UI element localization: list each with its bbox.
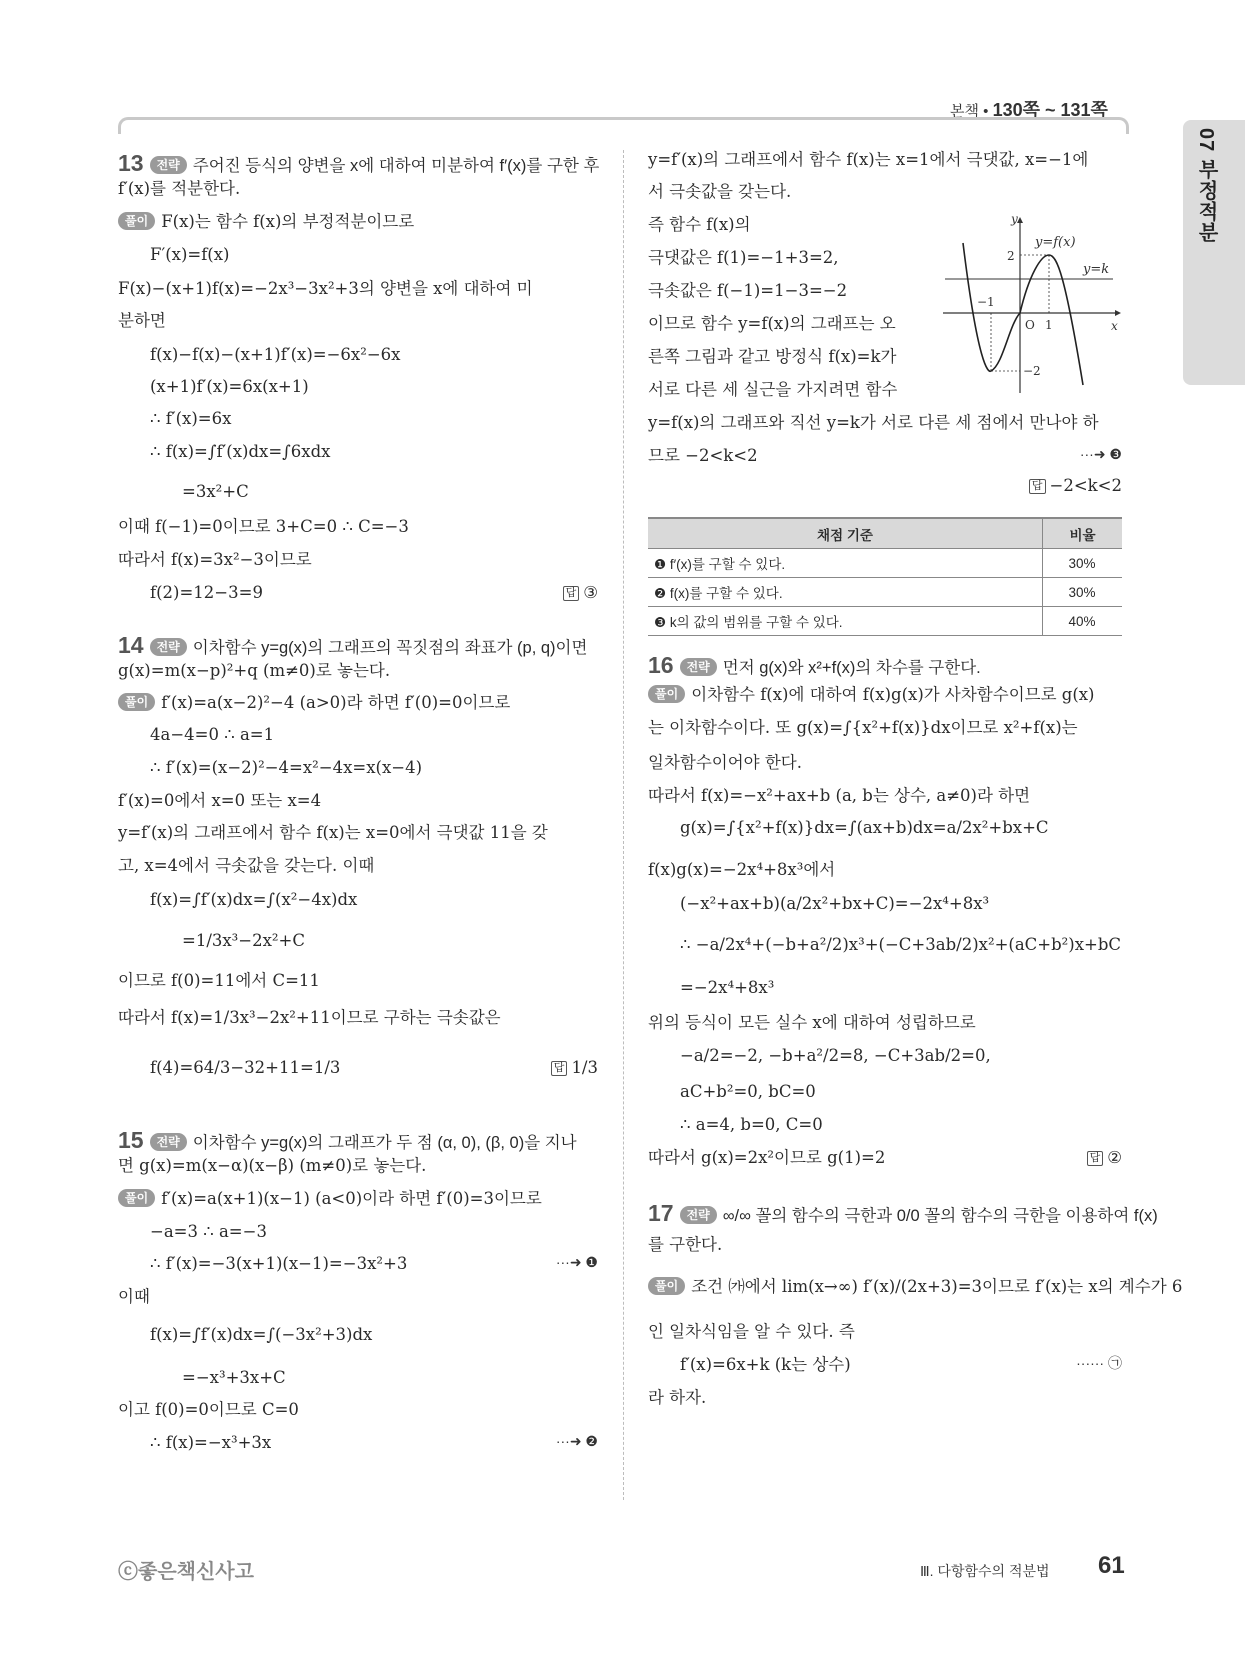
solution-badge: 풀이	[118, 693, 155, 711]
problem-number: 16	[648, 652, 674, 678]
answer-line	[648, 476, 1122, 496]
line-text: 일차함수이어야 한다.	[648, 753, 802, 772]
line-text: 이고 f(0)=0이므로 C=0	[118, 1400, 299, 1419]
problem-title	[118, 150, 598, 178]
line-text: ∴ −a/2x⁴+(−b+a²/2)x³+(−C+3ab/2)x²+(aC+b²)x+bC	[680, 935, 1122, 954]
line-text: f′(x)를 적분한다.	[118, 179, 241, 198]
answer-mark	[563, 583, 598, 603]
line-text: y=f′(x)의 그래프에서 함수 f(x)는 x=0에서 극댓값 11을 갖	[118, 823, 548, 842]
text-line	[118, 823, 598, 843]
line-text: (−x²+ax+b)(a/2x²+bx+C)=−2x⁴+8x³	[680, 894, 990, 913]
text-line	[680, 894, 1122, 914]
table-row	[648, 607, 1122, 636]
line-text: −a=3 ∴ a=−3	[150, 1222, 267, 1241]
y-tick-neg2: −2	[1023, 364, 1041, 378]
strategy-badge: 전략	[150, 638, 187, 656]
text-line	[150, 345, 598, 365]
text-line	[680, 1115, 1122, 1135]
ratio-cell: 30%	[1043, 549, 1123, 578]
criterion-cell: ❸ k의 값의 범위를 구할 수 있다.	[648, 607, 1043, 636]
problem-title	[118, 632, 598, 660]
x-axis-arrow	[1115, 310, 1121, 316]
line-text: (x+1)f′(x)=6x(x+1)	[150, 377, 309, 396]
answer-value: ③	[583, 583, 598, 602]
text-line	[118, 856, 598, 876]
answer-icon: 답	[1029, 479, 1046, 494]
table-row	[648, 549, 1122, 578]
solution-badge: 풀이	[648, 685, 685, 703]
text-line	[150, 245, 598, 265]
text-line	[680, 818, 1122, 838]
line-text: 분하면	[118, 311, 166, 330]
line-text: =−x³+3x+C	[182, 1368, 286, 1387]
text-line	[118, 971, 598, 991]
page-number: 61	[1098, 1552, 1125, 1579]
line-text: =1/3x³−2x²+C	[182, 931, 305, 950]
text-line	[680, 1355, 1122, 1375]
problem-number: 13	[118, 150, 144, 176]
problem-number: 15	[118, 1127, 144, 1153]
line-text: ∴ f′(x)=(x−2)²−4=x²−4x=x(x−4)	[150, 758, 423, 777]
strategy-badge: 전략	[150, 1133, 187, 1151]
solution-badge: 풀이	[118, 212, 155, 230]
line-text: 따라서 g(x)=2x²이므로 g(1)=2	[648, 1148, 886, 1167]
line-text: 주어진 등식의 양변을 x에 대하여 미분하여 f′(x)를 구한 후	[192, 157, 600, 175]
solution-badge: 풀이	[648, 1277, 685, 1295]
publisher-logo: ⓒ좋은책신사고	[118, 1561, 254, 1583]
text-line	[150, 758, 598, 778]
line-text: f′(x)=a(x+1)(x−1) (a<0)이라 하면 f′(0)=3이므로	[161, 1189, 542, 1208]
step-marker: ···➜ ❶	[555, 1254, 598, 1270]
solution-badge: 풀이	[118, 1189, 155, 1207]
line-text: f(2)=12−3=9	[150, 583, 263, 602]
line-label: y=k	[1083, 262, 1110, 277]
line-text: f(4)=64/3−32+11=1/3	[150, 1058, 341, 1077]
text-line	[680, 1046, 1122, 1066]
line-text: 인 일차식임을 알 수 있다. 즉	[648, 1322, 855, 1341]
ratio-cell: 40%	[1043, 607, 1123, 636]
line-text: 이차함수 y=g(x)의 그래프가 두 점 (α, 0), (β, 0)을 지나	[192, 1134, 577, 1152]
line-text: 극솟값은 f(−1)=1−3=−2	[648, 281, 848, 300]
table-row	[648, 578, 1122, 607]
answer-mark	[1087, 1148, 1122, 1168]
text-line	[118, 1287, 598, 1307]
text-line	[648, 413, 1122, 433]
strategy-badge: 전략	[680, 1206, 717, 1224]
line-text: g(x)=m(x−p)²+q (m≠0)로 놓는다.	[118, 661, 391, 680]
line-text: f(x)g(x)=−2x⁴+8x³에서	[648, 860, 836, 879]
solution-line	[648, 685, 1122, 705]
scoring-header-ratio: 비율	[1043, 518, 1123, 549]
line-text: −a/2=−2, −b+a²/2=8, −C+3ab/2=0,	[680, 1046, 991, 1065]
x-axis-label: x	[1111, 319, 1118, 333]
line-text: =3x²+C	[182, 482, 249, 501]
step-marker: ···➜ ❸	[1079, 446, 1122, 462]
line-text: F(x)−(x+1)f(x)=−2x³−3x²+3의 양변을 x에 대하여 미	[118, 279, 533, 298]
problem-title	[648, 1200, 1158, 1228]
text-line	[150, 1433, 598, 1453]
line-text: aC+b²=0, bC=0	[680, 1082, 816, 1101]
text-line	[150, 1222, 598, 1242]
line-text: 극댓값은 f(1)=−1+3=2,	[648, 248, 839, 267]
line-text: F(x)는 함수 f(x)의 부정적분이므로	[161, 212, 415, 231]
line-text: 이므로 f(0)=11에서 C=11	[118, 971, 320, 990]
line-text: ∞/∞ 꼴의 함수의 극한과 0/0 꼴의 함수의 극한을 이용하여 f(x)	[722, 1207, 1158, 1225]
text-line	[150, 890, 598, 910]
line-text: ∴ f′(x)=−3(x+1)(x−1)=−3x²+3	[150, 1254, 408, 1273]
text-line	[648, 1322, 1122, 1342]
line-text: 서 극솟값을 갖는다.	[648, 182, 792, 201]
solution-line	[648, 1277, 1183, 1297]
curve-label: y=f(x)	[1035, 235, 1076, 250]
text-line	[150, 1058, 598, 1078]
line-text: 조건 ㈎에서 lim(x→∞) f′(x)/(2x+3)=3이므로 f′(x)는 x의 계수가 6	[691, 1277, 1183, 1296]
line-text: f(x)=∫f′(x)dx=∫(x²−4x)dx	[150, 890, 358, 909]
line-text: y=f′(x)의 그래프에서 함수 f(x)는 x=1에서 극댓값, x=−1에	[648, 150, 1089, 169]
line-text: ∴ a=4, b=0, C=0	[680, 1115, 823, 1134]
criterion-cell: ❷ f(x)를 구할 수 있다.	[648, 578, 1043, 607]
footer-section: Ⅲ. 다항함수의 적분법	[920, 1563, 1050, 1579]
criterion-cell: ❶ f′(x)를 구할 수 있다.	[648, 549, 1043, 578]
strategy-badge: 전략	[150, 156, 187, 174]
ratio-cell: 30%	[1043, 578, 1123, 607]
scoring-table	[648, 517, 1122, 636]
scoring-header-criterion: 채점 기준	[648, 518, 1043, 549]
text-line	[118, 279, 598, 299]
text-line	[118, 1400, 598, 1420]
text-line	[118, 550, 598, 570]
text-line	[648, 860, 1122, 880]
step-marker: ···➜ ❷	[555, 1433, 598, 1449]
solution-line	[118, 1189, 598, 1209]
problem-title	[648, 652, 1122, 680]
line-text: 즉 함수 f(x)의	[648, 215, 751, 234]
text-line	[150, 1325, 598, 1345]
text-line	[150, 1254, 598, 1274]
line-text: ∴ f′(x)=6x	[150, 409, 232, 428]
line-text: 먼저 g(x)와 x²+f(x)의 차수를 구한다.	[722, 659, 981, 677]
line-text: f′(x)=0에서 x=0 또는 x=4	[118, 791, 322, 810]
problem-number: 14	[118, 632, 144, 658]
text-line	[680, 978, 1122, 998]
line-text: 면 g(x)=m(x−α)(x−β) (m≠0)로 놓는다.	[118, 1156, 427, 1175]
line-text: 따라서 f(x)=−x²+ax+b (a, b는 상수, a≠0)라 하면	[648, 786, 1031, 805]
x-tick-1: 1	[1045, 318, 1053, 332]
origin-label: O	[1025, 318, 1035, 332]
answer-value: ②	[1107, 1148, 1122, 1167]
solution-line	[118, 693, 598, 713]
line-text: 이때 f(−1)=0이므로 3+C=0 ∴ C=−3	[118, 517, 409, 536]
text-line	[648, 718, 1122, 738]
answer-icon: 답	[563, 586, 580, 601]
y-axis-label: y	[1011, 215, 1018, 226]
y-tick-2: 2	[1007, 249, 1015, 263]
answer-mark	[551, 1058, 598, 1078]
text-line	[150, 409, 598, 429]
line-text: 고, x=4에서 극솟값을 갖는다. 이때	[118, 856, 375, 875]
answer-icon: 답	[551, 1061, 568, 1076]
line-text: ∴ f(x)=−x³+3x	[150, 1433, 272, 1452]
text-line	[680, 935, 1122, 955]
text-line	[150, 583, 598, 603]
text-line	[118, 179, 598, 199]
line-text: −2<k<2	[1049, 476, 1122, 495]
cubic-graph	[943, 215, 1123, 395]
text-line	[648, 446, 1122, 466]
x-tick-neg1: −1	[977, 295, 995, 309]
text-line	[648, 1013, 1122, 1033]
line-text: 는 이차함수이다. 또 g(x)=∫{x²+f(x)}dx이므로 x²+f(x)는	[648, 718, 1078, 737]
line-text: 이때	[118, 1287, 150, 1306]
line-text: 라 하자.	[648, 1388, 707, 1407]
text-line	[648, 182, 1122, 202]
text-line	[118, 1156, 598, 1176]
text-line	[118, 791, 598, 811]
answer-icon: 답	[1087, 1151, 1104, 1166]
text-line	[648, 150, 1122, 170]
line-text: f(x)−f(x)−(x+1)f′(x)=−6x²−6x	[150, 345, 401, 364]
line-text: 서로 다른 세 실근을 가지려면 함수	[648, 380, 898, 399]
text-line	[680, 1082, 1122, 1102]
text-line	[648, 1148, 1122, 1168]
step-marker: ······ ㉠	[1076, 1355, 1122, 1371]
column-divider	[623, 150, 624, 1500]
line-text: 른쪽 그림과 같고 방정식 f(x)=k가	[648, 347, 897, 366]
problem-title	[118, 1127, 598, 1155]
text-line	[150, 377, 598, 397]
line-text: f′(x)=a(x−2)²−4 (a>0)라 하면 f′(0)=0이므로	[161, 693, 511, 712]
line-text: 따라서 f(x)=1/3x³−2x²+11이므로 구하는 극솟값은	[118, 1008, 501, 1027]
line-text: 이므로 함수 y=f(x)의 그래프는 오	[648, 314, 896, 333]
page-reference: 본책 • 130쪽 ~ 131쪽	[950, 100, 1108, 120]
line-text: 이차함수 f(x)에 대하여 f(x)g(x)가 사차함수이므로 g(x)	[691, 685, 1095, 704]
chapter-label: 07 부정적분	[1195, 128, 1217, 243]
line-text: =−2x⁴+8x³	[680, 978, 775, 997]
text-line	[150, 725, 598, 745]
text-line	[648, 1235, 1122, 1255]
text-line	[648, 1388, 1122, 1408]
text-line	[118, 661, 598, 681]
header-rule	[118, 117, 1129, 134]
text-line	[648, 786, 1122, 806]
line-text: f(x)=∫f′(x)dx=∫(−3x²+3)dx	[150, 1325, 373, 1344]
text-line	[150, 442, 598, 462]
text-line	[118, 311, 598, 331]
y-axis-arrow	[1017, 217, 1023, 223]
line-text: y=f(x)의 그래프와 직선 y=k가 서로 다른 세 점에서 만나야 하	[648, 413, 1099, 432]
line-text: f′(x)=6x+k (k는 상수)	[680, 1355, 851, 1374]
line-text: 므로 −2<k<2	[648, 446, 758, 465]
line-text: g(x)=∫{x²+f(x)}dx=∫(ax+b)dx=a/2x²+bx+C	[680, 818, 1049, 837]
text-line	[182, 1368, 598, 1388]
text-line	[648, 753, 1122, 773]
line-text: 위의 등식이 모든 실수 x에 대하여 성립하므로	[648, 1013, 976, 1032]
answer-value: 1/3	[571, 1058, 598, 1077]
line-text: 를 구한다.	[648, 1235, 723, 1254]
line-text: 4a−4=0 ∴ a=1	[150, 725, 275, 744]
text-line	[118, 517, 598, 537]
line-text: ∴ f(x)=∫f′(x)dx=∫6xdx	[150, 442, 331, 461]
solution-line	[118, 212, 598, 232]
line-text: 따라서 f(x)=3x²−3이므로	[118, 550, 312, 569]
text-line	[118, 1008, 598, 1028]
line-text: 이차함수 y=g(x)의 그래프의 꼭짓점의 좌표가 (p, q)이면	[192, 639, 588, 657]
text-line	[182, 482, 598, 502]
text-line	[182, 931, 598, 951]
problem-number: 17	[648, 1200, 674, 1226]
line-text: F′(x)=f(x)	[150, 245, 230, 264]
strategy-badge: 전략	[680, 658, 717, 676]
